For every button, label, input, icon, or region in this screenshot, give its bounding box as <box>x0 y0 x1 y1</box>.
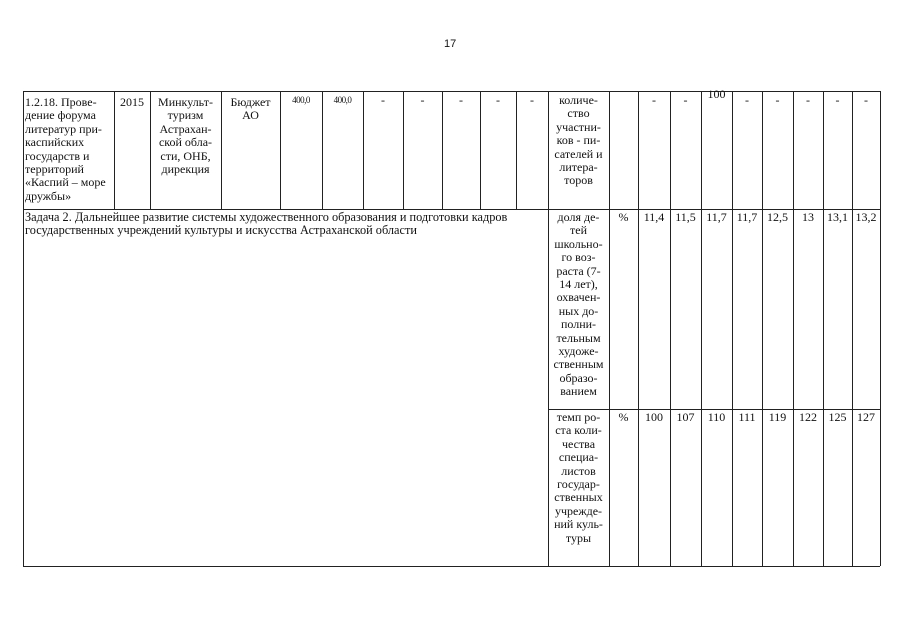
table-right-border <box>880 91 881 566</box>
val-col-border <box>732 91 733 566</box>
val-col-border <box>793 91 794 566</box>
funding-dash: - <box>420 94 425 107</box>
indicator-name: доля де- тей школьно- го воз- раста (7- 14 лет), охвачен- ных до- полни- тельным художе- ственным образо- ванием <box>553 211 604 399</box>
indicator-value: 11,5 <box>675 211 696 224</box>
task-2-title: Задача 2. Дальнейшее развитие системы художественного образования и подготовки кадров государственных учреждений культуры и искусства Астраханской области <box>25 211 508 238</box>
funding-2015: 400,0 <box>333 95 352 105</box>
indicator-value: 127 <box>857 411 875 424</box>
indicator-value: 13,2 <box>855 211 877 224</box>
indicator-value: 111 <box>738 411 756 424</box>
indicator-value: - <box>683 94 688 107</box>
indicator-divider <box>548 409 880 410</box>
indicator-value: 119 <box>768 411 787 424</box>
row-divider <box>23 209 880 210</box>
val-col-border <box>762 91 763 566</box>
table-top-border <box>23 91 880 92</box>
row1-col-border <box>280 91 281 209</box>
indicator-value: 107 <box>676 411 695 424</box>
measure-name: 1.2.18. Прове- дение форума литератур при- каспийских государств и территорий «Каспий – море дружбы» <box>25 96 106 203</box>
indicator-value: 125 <box>828 411 847 424</box>
indicator-value: 100 <box>645 411 663 424</box>
indicator-name: темп ро- ста коли- чества специа- листов государ- ственных учрежде- ний куль- туры <box>554 411 603 545</box>
page-number: 17 <box>444 38 457 50</box>
row1-col-border <box>322 91 323 209</box>
val-col-border <box>638 91 639 566</box>
row1-col-border <box>442 91 443 209</box>
row1-col-border <box>363 91 364 209</box>
indicator-value: 11,4 <box>643 211 665 224</box>
indicator-value: 100 <box>707 88 726 101</box>
table-left-border <box>23 91 24 566</box>
row1-col-border <box>403 91 404 209</box>
indicator-value: - <box>806 94 810 107</box>
measure-year: 2015 <box>120 96 144 109</box>
funding-dash: - <box>459 94 463 107</box>
indicator-unit: % <box>618 211 629 224</box>
table-bottom-border <box>23 566 880 567</box>
funding-dash: - <box>496 94 500 107</box>
funding-total: 400,0 <box>292 95 310 105</box>
val-col-border <box>701 91 702 566</box>
indicator-value: - <box>775 94 780 107</box>
indicator-unit: % <box>618 411 629 424</box>
indicator-value: 122 <box>799 411 817 424</box>
row1-col-border <box>516 91 517 209</box>
indicator-value: - <box>745 94 749 107</box>
funding-source: Бюджет АО <box>230 96 271 123</box>
indicator-value: - <box>835 94 840 107</box>
measure-executor: Минкульт- туризм Астрахан- ской обла- сти, ОНБ, дирекция <box>158 96 213 177</box>
indicator-value: - <box>652 94 656 107</box>
funding-dash: - <box>530 94 534 107</box>
row1-col-border <box>480 91 481 209</box>
indicator-value: 11,7 <box>706 211 727 224</box>
indicator-name: количе- ство участни- ков - пи- сателей и литера- торов <box>554 94 603 188</box>
val-col-border <box>670 91 671 566</box>
indicator-value: - <box>864 94 868 107</box>
indicator-value: 110 <box>707 411 726 424</box>
indicator-value: 11,7 <box>736 211 758 224</box>
funding-dash: - <box>381 94 385 107</box>
indicator-value: 13 <box>802 211 814 224</box>
val-col-border <box>852 91 853 566</box>
indicator-value: 13,1 <box>827 211 848 224</box>
val-col-border <box>823 91 824 566</box>
indicator-value: 12,5 <box>767 211 788 224</box>
unit-col-border <box>609 91 610 566</box>
